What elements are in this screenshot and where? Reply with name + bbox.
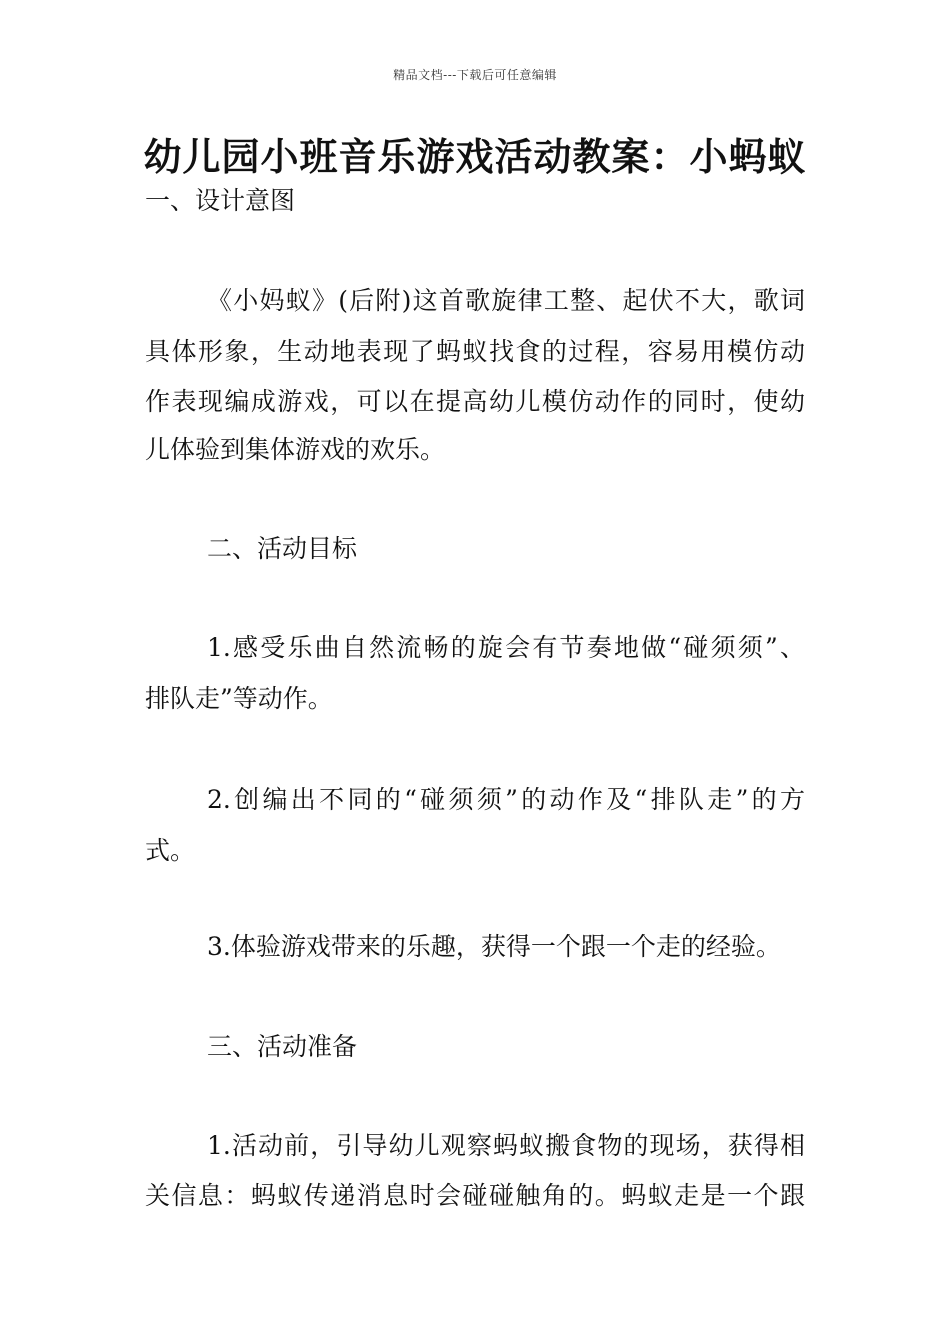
section2-heading: 二、活动目标 xyxy=(207,534,358,563)
goal2-line-2: 式。 xyxy=(145,836,196,865)
section1-heading: 一、设计意图 xyxy=(145,186,296,215)
section1-line-3: 作表现编成游戏，可以在提高幼儿模仿动作的同时，使幼 xyxy=(145,387,805,416)
document-title: 幼儿园小班音乐游戏活动教案：小蚂蚁 xyxy=(143,135,807,179)
prep1-line-1: 1.活动前，引导幼儿观察蚂蚁搬食物的现场，获得相 xyxy=(207,1131,805,1160)
section3-heading: 三、活动准备 xyxy=(207,1032,358,1061)
section1-line-1: 《小妈蚁》(后附)这首歌旋律工整、起伏不大，歌词 xyxy=(207,286,805,315)
goal2-line-1: 2.创编出不同的“碰须须”的动作及“排队走”的方 xyxy=(207,785,805,814)
page-header: 精品文档---下载后可任意编辑 xyxy=(393,68,557,82)
section1-line-2: 具体形象，生动地表现了蚂蚁找食的过程，容易用模仿动 xyxy=(145,337,805,366)
goal1-line-2: 排队走”等动作。 xyxy=(145,684,333,713)
goal1-line-1: 1.感受乐曲自然流畅的旋会有节奏地做“碰须须”、 xyxy=(207,633,805,662)
goal3-line: 3.体验游戏带来的乐趣，获得一个跟一个走的经验。 xyxy=(207,932,781,961)
prep1-line-2: 关信息：蚂蚁传递消息时会碰碰触角的。蚂蚁走是一个跟 xyxy=(145,1181,805,1210)
section1-line-4: 儿体验到集体游戏的欢乐。 xyxy=(145,435,446,464)
